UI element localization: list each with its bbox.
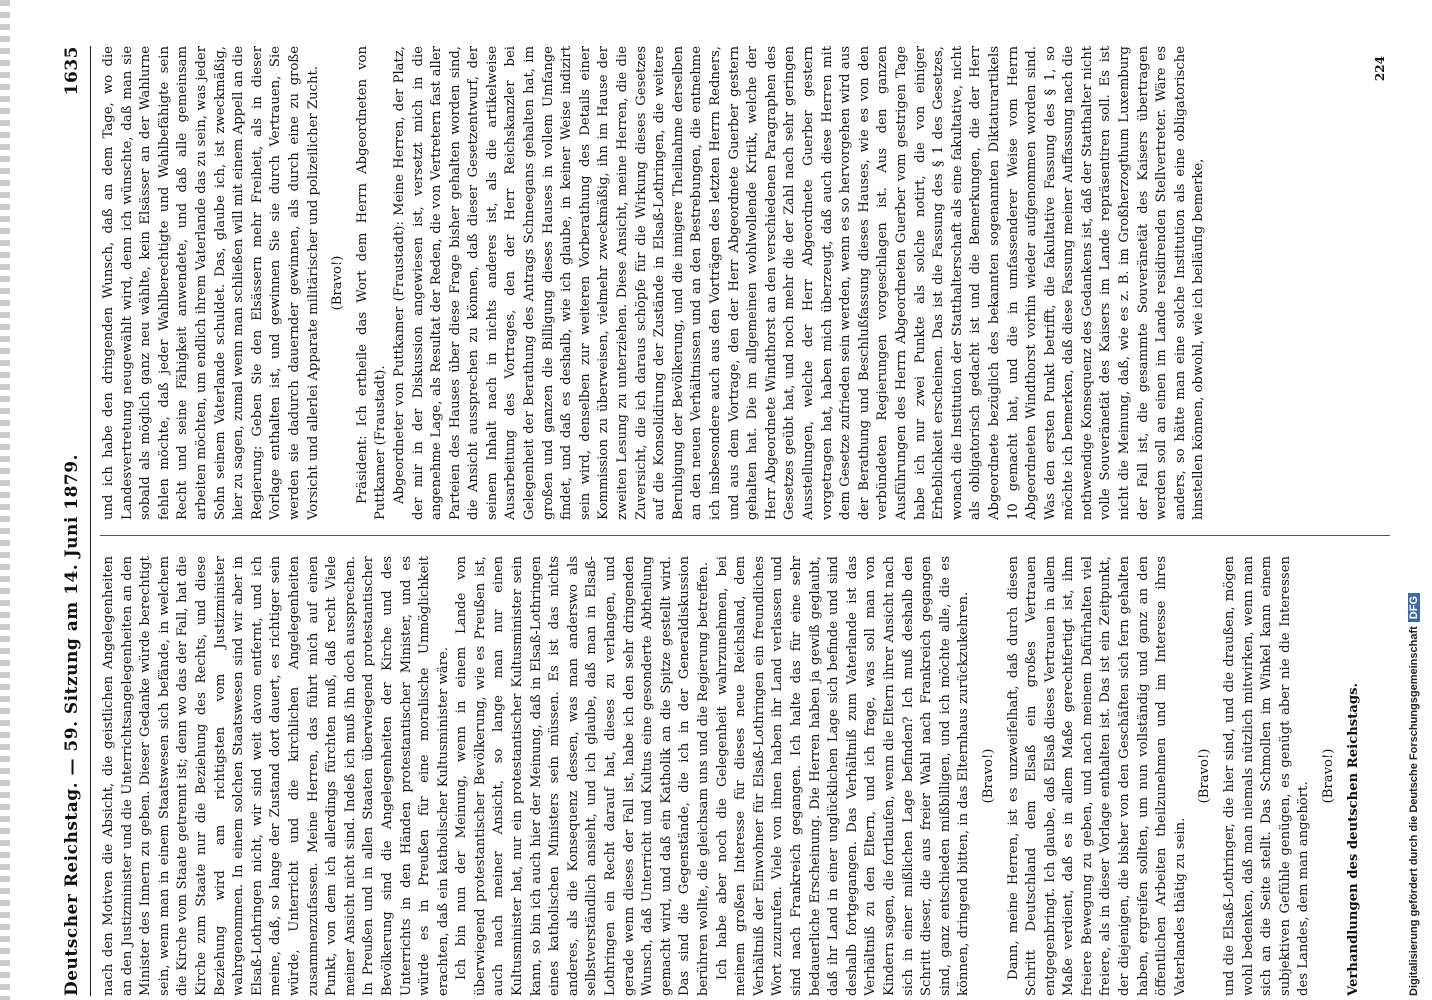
page-number: 1635 (62, 46, 82, 96)
paragraph: nach den Motiven die Absicht, die geistlichen Angelegenheiten an den Justizminister und die Unterrichtsangelegenheiten an den Minister des Innern zu geben. Dieser Gedanke würde berechtigt sein, wenn man in einem Staatswesen sich befände, in welchem die Kirche vom Staate getrennt ist; denn wo das der Fall, hat die Kirche zum Staate nur die Beziehung des Rechts, und diese Beziehung wird am richtigsten vom Justizminister wahrgenommen. In einem solchen Staatswesen sind wir aber in Elsaß-Lothringen nicht, wir sind weit davon entfernt, und ich meine, daß, so lange der Zustand dort dauert, es richtiger sein würde, Unterricht und die kirchlichen Angelegenheiten zusammenzufassen. Meine Herren, das führt mich auf einen Punkt, von dem ich allerdings fürchten muß, daß recht Viele meiner Ansicht nicht sind. Indeß ich muß ihn doch aussprechen. In Preußen und in allen Staaten überwiegend protestantischer Bevölkerung sind die Angelegenheiten der Kirche und des Unterrichts in den Händen protestantischer Minister, und es würde es in Preußen für eine moralische Unmöglichkeit erachten, daß ein katholischer Kultusminister wäre. (101, 556, 451, 996)
column-divider (100, 535, 1390, 536)
dfg-logo: DFG (1408, 593, 1420, 622)
speech-paragraph: Abgeordneter von Puttkamer (Fraustadt): Meine Herren, der Platz, der mir in der Diskussion angewiesen ist, versetzt mich in die angenehme Lage, als Resultat der Reden, die von Vertretern fast aller Parteien des Hauses über diese Frage bisher gehalten worden sind, die Ansicht aussprechen zu können, daß dieser Gesetzentwurf, der seinem Inhalt nach in nichts anderes ist, als die artikelweise Ausarbeitung des Vortrages, den der Herr Reichskanzler bei Gelegenheit der Berathung des Antrags Schneegans gehalten hat, im großen und ganzen die Billigung dieses Hauses in vollem Umfange findet, und daß es deshalb, wie ich glaube, in keiner Weise indizirt sein wird, denselben zur weiteren Vorberathung des Details einer Kommission zu überweisen, vielmehr zweckmäßig, ihn im Hause der zweiten Lesung zu unterziehen. Diese Ansicht, meine Herren, die die Zuversicht, die ich daraus schöpfe für die Wirkung dieses Gesetzes auf die Konsolidirung der Zustände in Elsaß-Lothringen, die weitere Beruhigung der Bevölkerung, und die innigere Theilnahme derselben an den neuen Verhältnissen und an den Bestrebungen, die entnehme ich insbesondere auch aus den Vorträgen des letzten Herrn Redners, und aus dem Vortrage, den der Herr Abgeordnete Guerber gestern gehalten hat. Die im allgemeinen wohlwollende Kritik, welche der Herr Abgeordnete Windthorst an den verschiedenen Paragraphen des Gesetzes geübt hat, und noch mehr die der Zahl nach sehr geringen Ausstellungen, welche der Herr Abgeordnete Guerber gestern vorgetragen hat, haben mich überzeugt, daß auch diese Herren mit dem Gesetze zufrieden sein werden, wenn es so hervorgehen wird aus der Berathung und Beschlußfassung dieses Hauses, wie es von den verbündeten Regierungen vorgeschlagen ist. Aus den ganzen Ausführungen des Herrn Abgeordneten Guerber vom gestrigen Tage habe ich nur zwei Punkte als solche notirt, die von einiger Erheblichkeit erscheinen. Das ist die Fassung des § 1 des Gesetzes, wonach die Institution der Statthalterschaft als eine fakultative, nicht als obligatorisch gedacht ist und die Bemerkungen, die der Herr Abgeordnete bezüglich des bekannten sogenannten Diktaturartikels 10 gemacht hat, und die in umfassenderer Weise vom Herrn Abgeordneten Windthorst vorhin wieder aufgenommen worden sind. Was den ersten Punkt betrifft, die fakultative Fassung des § 1, so möchte ich bemerken, daß diese Fassung meiner Auffassung nach die nothwendige Konsequenz des Gedankens ist, daß der Statthalter nicht volle Souveränetät des Kaisers im Lande repräsentiren soll. Es ist nicht die Meinung, daß, wie es z. B. im Großherzogthum Luxemburg der Fall ist, die gesammte Souveränetät des Kaisers übertragen werden soll an einen im Lande residirenden Stellvertreter. Wäre es anders, so hätte man eine solche Institution als eine obligatorische hinstellen können, obwohl, wie ich beiläufig bemerke, (391, 46, 1207, 520)
column-right (100, 46, 1390, 520)
header-rule (90, 46, 91, 996)
running-header (56, 46, 92, 996)
president-remark: Präsident: Ich ertheile das Wort dem Herrn Abgeordneten von Puttkamer (Fraustadt). (354, 46, 389, 520)
applause-note: (Bravo!) (980, 748, 996, 804)
paragraph: Ich bin nun der Meinung, wenn in einem Lande von überwiegend protestantischer Bevölkerung, wie es Preußen ist, auch nach meiner Ansicht, so lange man nur einen Kultusminister hat, nur ein protestantischer Kultusminister sein kann, so bin ich auch hier der Meinung, daß in Elsaß-Lothringen eines katholischen Ministers sein müssen. Es ist das nichts anderes, als die Konsequenz dessen, was man anderswo als selbstverständlich ansieht, und ich glaube, daß man in Elsaß-Lothringen ein Recht darauf hat, dieses zu verlangen, und gerade wenn dieses der Fall ist, habe ich den sehr dringenden Wunsch, daß Unterricht und Kultus eine gesonderte Abtheilung gemacht wird, und daß ein Katholik an die Spitze gestellt wird. Das sind die Gegenstände, die ich in der Generaldiskussion berühren wollte, die gleichsam uns und die Regierung betreffen. (454, 556, 711, 996)
applause-note: (Bravo!) (330, 255, 346, 311)
header-title: Deutscher Reichstag. — 59. Sitzung am 14. Juni 1879. (62, 454, 82, 996)
rotated-page (56, 46, 1406, 996)
paragraph: Ich habe aber noch die Gelegenheit wahrzunehmen, bei meinem großen Interesse für dieses neue Reichsland, dem Verhältniß der Einwohner für Elsaß-Lothringen ein freundliches Wort zuzurufen. Viele von ihnen haben ihr Land verlassen und sind nach Frankreich gegangen. Ich halte das für eine sehr bedauerliche Erscheinung. Die Herren haben ja gewiß geglaubt, daß ihr Land in einer unglücklichen Lage sich befinde und sind deshalb fortgegangen. Das Verhältniß zum Vaterlande ist das Verhältniß zu den Eltern, und ich frage, was soll man von Kindern sagen, die fortlaufen, wenn die Eltern ihrer Ansicht nach sich in einer mißlichen Lage befinden? Ich muß deshalb den Schritt dieser, die aus freier Wahl nach Frankreich gegangen sind, ganz entschieden mißbilligen, und ich möchte alle, die es können, dringend bitten, in das Elternhaus zurückzukehren. (714, 556, 972, 996)
scan-edge (0, 0, 10, 1000)
column-left (100, 556, 1390, 996)
applause-note: (Bravo!) (1197, 748, 1213, 804)
applause-note: (Bravo!) (1321, 748, 1336, 804)
paragraph: und ich habe den dringenden Wunsch, daß an dem Tage, wo die Landesvertretung neugewählt wird, denn ich wünschte, daß man sie sobald als möglich ganz neu wählte, kein Elsässer an der Wahlurne fehlen möchte, daß jeder Wahlberechtigte und Wahlbefähigte sein Recht und seine Fähigkeit anwendete, und daß alle gemeinsam arbeiten möchten, um endlich ihrem Vaterlande das zu sein, was jeder Sohn seinem Vaterlande schuldet. Das, glaube ich, ist zweckmäßig, hier zu sagen, zumal wenn man schließen will mit einem Appell an die Regierung: Geben Sie den Elsässern mehr Freiheit, als in dieser Vorlage enthalten ist, und gewinnen Sie sie durch Vertrauen, Sie werden sie dadurch dauernder gewinnen, als durch eine zu große Vorsicht und allerlei Apparate militärischer und polizeilicher Zucht. (101, 46, 321, 520)
credit-text: Digitalisierung gefördert durch die Deutsche Forschungsgemeinschaft (1408, 626, 1420, 996)
paragraph: Dann, meine Herren, ist es unzweifelhaft, daß durch diesen Schritt Deutschland dem Elsaß ein großes Vertrauen entgegenbringt. Ich glaube, daß Elsaß dieses Vertrauen in allem Maße verdient, daß es in allem Maße gerechtfertigt ist, ihm freiere Bewegung zu geben, und nach meinem Dafürhalten viel freiere, als in dieser Vorlage enthalten ist. Das ist ein Zeitpunkt, der diejenigen, die bisher von den Geschäften sich fern gehalten haben, ergreifen sollten, um nun vollständig und ganz an den öffentlichen Arbeiten theilzunehmen und im Interesse ihres Vaterlandes thätig zu sein. (1005, 556, 1188, 996)
signature-mark: 224 (1373, 56, 1388, 82)
footer-title: Verhandlungen des deutschen Reichstags. (1345, 682, 1361, 996)
digitization-credit (1408, 16, 1428, 996)
paragraph: und die Elsaß-Lothringer, die hier sind, und die draußen, mögen wohl bedenken, daß man niemals nützlich mitwirken, wenn man sich an die Seite stellt. Das Schmollen im Winkel kann einem subjektiven Gefühle genügen, es genügt aber nie die Interessen des Landes, dem man angehört. (1222, 556, 1312, 996)
